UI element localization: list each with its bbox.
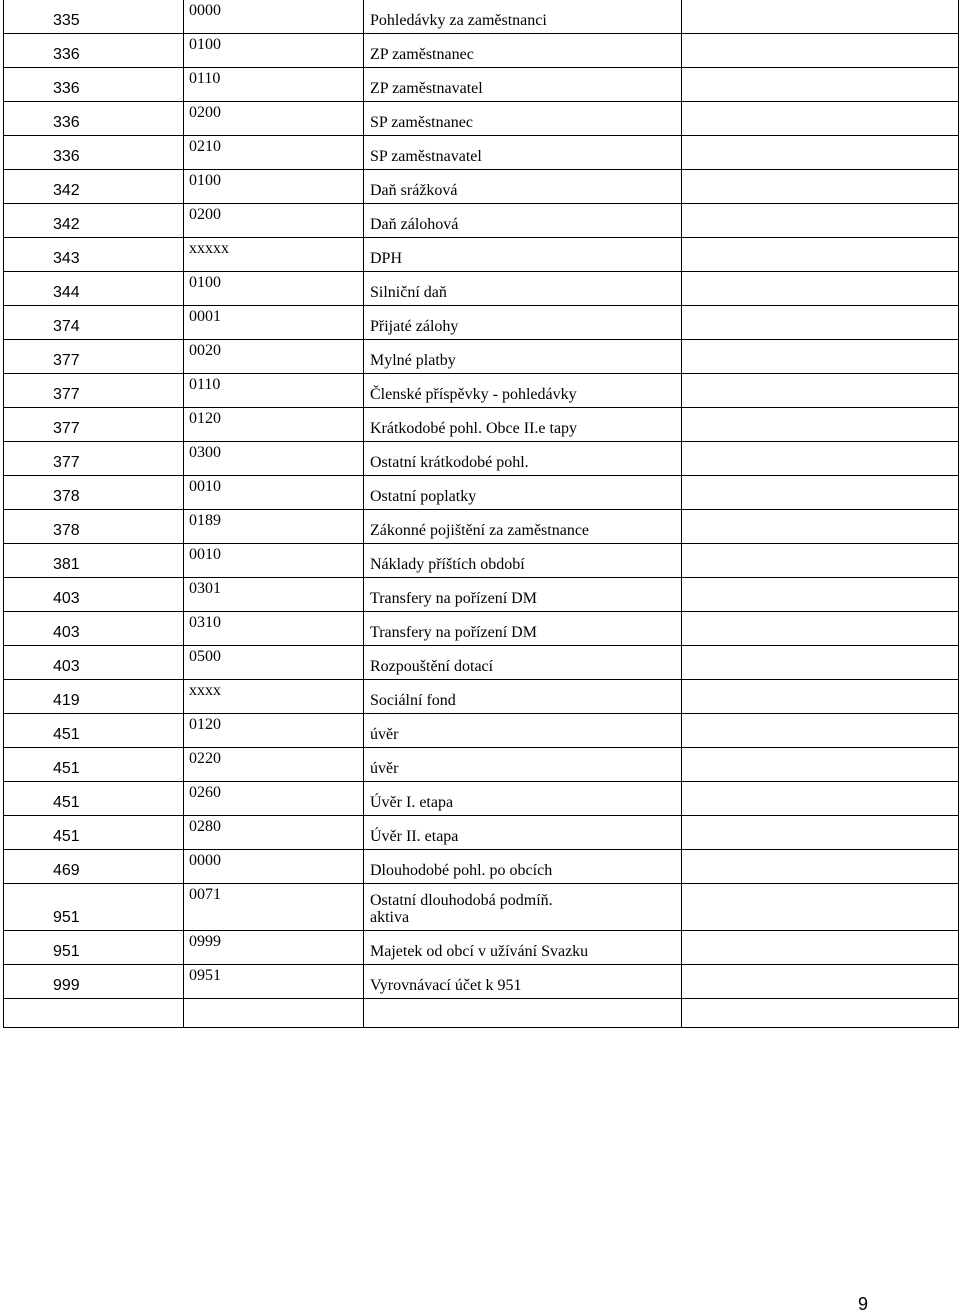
table-row xyxy=(4,884,959,931)
table-row xyxy=(4,34,959,68)
table-row xyxy=(4,442,959,476)
table-row xyxy=(4,238,959,272)
table-row xyxy=(4,850,959,884)
synthetic-account-cell: 403 xyxy=(4,646,184,680)
account-name-cell: SP zaměstnanec xyxy=(364,102,682,136)
synthetic-account-cell: 451 xyxy=(4,748,184,782)
empty-cell xyxy=(682,204,959,238)
synthetic-account-cell: 336 xyxy=(4,68,184,102)
synthetic-account-cell: 377 xyxy=(4,408,184,442)
empty-cell xyxy=(682,850,959,884)
account-name-line: aktiva xyxy=(370,909,410,926)
empty-cell xyxy=(682,34,959,68)
table-row xyxy=(4,578,959,612)
analytic-account-cell: 0300 xyxy=(184,442,364,476)
synthetic-account-cell: 403 xyxy=(4,612,184,646)
empty-cell xyxy=(682,340,959,374)
account-name-cell: Zákonné pojištění za zaměstnance xyxy=(364,510,682,544)
empty-cell xyxy=(682,578,959,612)
empty-cell xyxy=(364,999,682,1028)
account-name-cell: Pohledávky za zaměstnanci xyxy=(364,0,682,34)
analytic-account-cell: 0200 xyxy=(184,204,364,238)
account-name-cell: Ostatní poplatky xyxy=(364,476,682,510)
analytic-account-cell: 0310 xyxy=(184,612,364,646)
account-name-cell: Přijaté zálohy xyxy=(364,306,682,340)
synthetic-account-cell: 419 xyxy=(4,680,184,714)
account-name-cell: úvěr xyxy=(364,714,682,748)
page-number: 9 xyxy=(857,1294,868,1314)
table-row xyxy=(4,816,959,850)
empty-cell xyxy=(682,612,959,646)
account-name-cell: Transfery na pořízení DM xyxy=(364,612,682,646)
empty-cell xyxy=(682,931,959,965)
synthetic-account-cell: 951 xyxy=(4,931,184,965)
table-row xyxy=(4,306,959,340)
account-name-cell: Transfery na pořízení DM xyxy=(364,578,682,612)
analytic-account-cell: 0200 xyxy=(184,102,364,136)
account-name-cell: DPH xyxy=(364,238,682,272)
account-name-line: Ostatní dlouhodobá podmíň. xyxy=(370,892,553,909)
empty-cell xyxy=(682,272,959,306)
account-name-cell: Úvěr II. etapa xyxy=(364,816,682,850)
empty-cell xyxy=(682,374,959,408)
analytic-account-cell: 0189 xyxy=(184,510,364,544)
analytic-account-cell: 0120 xyxy=(184,408,364,442)
account-name-cell xyxy=(364,884,682,931)
account-name-cell: ZP zaměstnavatel xyxy=(364,68,682,102)
analytic-account-cell: 0010 xyxy=(184,476,364,510)
synthetic-account-cell: 336 xyxy=(4,102,184,136)
account-table xyxy=(3,0,959,1028)
analytic-account-cell: 0280 xyxy=(184,816,364,850)
analytic-account-cell: 0100 xyxy=(184,34,364,68)
account-name-cell: ZP zaměstnanec xyxy=(364,34,682,68)
empty-cell xyxy=(682,408,959,442)
synthetic-account-cell: 344 xyxy=(4,272,184,306)
analytic-account-cell: 0210 xyxy=(184,136,364,170)
table-row xyxy=(4,476,959,510)
table-row xyxy=(4,204,959,238)
synthetic-account-cell: 335 xyxy=(4,0,184,34)
analytic-account-cell: 0120 xyxy=(184,714,364,748)
table-row xyxy=(4,0,959,34)
synthetic-account-cell: 451 xyxy=(4,782,184,816)
analytic-account-cell: 0220 xyxy=(184,748,364,782)
analytic-account-cell: 0000 xyxy=(184,0,364,34)
analytic-account-cell: xxxxx xyxy=(184,238,364,272)
analytic-account-cell: 0010 xyxy=(184,544,364,578)
account-name-cell: Daň srážková xyxy=(364,170,682,204)
table-row xyxy=(4,510,959,544)
account-name-cell: Sociální fond xyxy=(364,680,682,714)
account-name-cell: Silniční daň xyxy=(364,272,682,306)
empty-cell xyxy=(4,999,184,1028)
empty-cell xyxy=(682,0,959,34)
empty-cell xyxy=(682,442,959,476)
analytic-account-cell: 0260 xyxy=(184,782,364,816)
table-row xyxy=(4,612,959,646)
synthetic-account-cell: 378 xyxy=(4,476,184,510)
analytic-account-cell: 0500 xyxy=(184,646,364,680)
table-row xyxy=(4,68,959,102)
table-row xyxy=(4,748,959,782)
empty-cell xyxy=(682,238,959,272)
empty-cell xyxy=(682,544,959,578)
empty-cell xyxy=(682,306,959,340)
table-row xyxy=(4,965,959,999)
account-name-cell: Mylné platby xyxy=(364,340,682,374)
analytic-account-cell: 0110 xyxy=(184,374,364,408)
empty-cell xyxy=(682,748,959,782)
empty-cell xyxy=(682,476,959,510)
account-table-body xyxy=(4,0,959,1028)
empty-cell xyxy=(682,170,959,204)
table-row xyxy=(4,931,959,965)
account-name-cell: Úvěr I. etapa xyxy=(364,782,682,816)
empty-table-row xyxy=(4,999,959,1028)
synthetic-account-cell: 374 xyxy=(4,306,184,340)
synthetic-account-cell: 342 xyxy=(4,204,184,238)
synthetic-account-cell: 336 xyxy=(4,136,184,170)
synthetic-account-cell: 342 xyxy=(4,170,184,204)
account-name-cell: Rozpouštění dotací xyxy=(364,646,682,680)
analytic-account-cell: 0999 xyxy=(184,931,364,965)
empty-cell xyxy=(184,999,364,1028)
synthetic-account-cell: 999 xyxy=(4,965,184,999)
empty-cell xyxy=(682,68,959,102)
synthetic-account-cell: 377 xyxy=(4,374,184,408)
analytic-account-cell: 0020 xyxy=(184,340,364,374)
empty-cell xyxy=(682,965,959,999)
analytic-account-cell: 0000 xyxy=(184,850,364,884)
synthetic-account-cell: 951 xyxy=(4,884,184,931)
table-row xyxy=(4,272,959,306)
synthetic-account-cell: 403 xyxy=(4,578,184,612)
account-name-cell: Vyrovnávací účet k 951 xyxy=(364,965,682,999)
empty-cell xyxy=(682,884,959,931)
account-name-cell: Krátkodobé pohl. Obce II.e tapy xyxy=(364,408,682,442)
analytic-account-cell: xxxx xyxy=(184,680,364,714)
empty-cell xyxy=(682,782,959,816)
table-row xyxy=(4,374,959,408)
synthetic-account-cell: 451 xyxy=(4,816,184,850)
analytic-account-cell: 0001 xyxy=(184,306,364,340)
analytic-account-cell: 0110 xyxy=(184,68,364,102)
synthetic-account-cell: 377 xyxy=(4,340,184,374)
account-name-cell: SP zaměstnavatel xyxy=(364,136,682,170)
empty-cell xyxy=(682,102,959,136)
synthetic-account-cell: 469 xyxy=(4,850,184,884)
synthetic-account-cell: 336 xyxy=(4,34,184,68)
empty-cell xyxy=(682,714,959,748)
account-name-cell: Dlouhodobé pohl. po obcích xyxy=(364,850,682,884)
empty-cell xyxy=(682,646,959,680)
analytic-account-cell: 0071 xyxy=(184,884,364,931)
table-row xyxy=(4,544,959,578)
account-name-cell: Daň zálohová xyxy=(364,204,682,238)
table-row xyxy=(4,102,959,136)
empty-cell xyxy=(682,510,959,544)
synthetic-account-cell: 343 xyxy=(4,238,184,272)
table-row xyxy=(4,136,959,170)
analytic-account-cell: 0951 xyxy=(184,965,364,999)
synthetic-account-cell: 377 xyxy=(4,442,184,476)
table-row xyxy=(4,408,959,442)
account-name-cell: Majetek od obcí v užívání Svazku xyxy=(364,931,682,965)
table-row xyxy=(4,646,959,680)
table-row xyxy=(4,782,959,816)
account-name-cell: Členské příspěvky - pohledávky xyxy=(364,374,682,408)
empty-cell xyxy=(682,816,959,850)
empty-cell xyxy=(682,136,959,170)
table-row xyxy=(4,714,959,748)
account-name-cell: Náklady příštích období xyxy=(364,544,682,578)
empty-cell xyxy=(682,999,959,1028)
analytic-account-cell: 0301 xyxy=(184,578,364,612)
empty-cell xyxy=(682,680,959,714)
analytic-account-cell: 0100 xyxy=(184,170,364,204)
account-name-cell: úvěr xyxy=(364,748,682,782)
table-row xyxy=(4,680,959,714)
account-table-container xyxy=(3,0,958,1028)
table-row xyxy=(4,170,959,204)
analytic-account-cell: 0100 xyxy=(184,272,364,306)
synthetic-account-cell: 451 xyxy=(4,714,184,748)
synthetic-account-cell: 381 xyxy=(4,544,184,578)
table-row xyxy=(4,340,959,374)
account-name-cell: Ostatní krátkodobé pohl. xyxy=(364,442,682,476)
synthetic-account-cell: 378 xyxy=(4,510,184,544)
